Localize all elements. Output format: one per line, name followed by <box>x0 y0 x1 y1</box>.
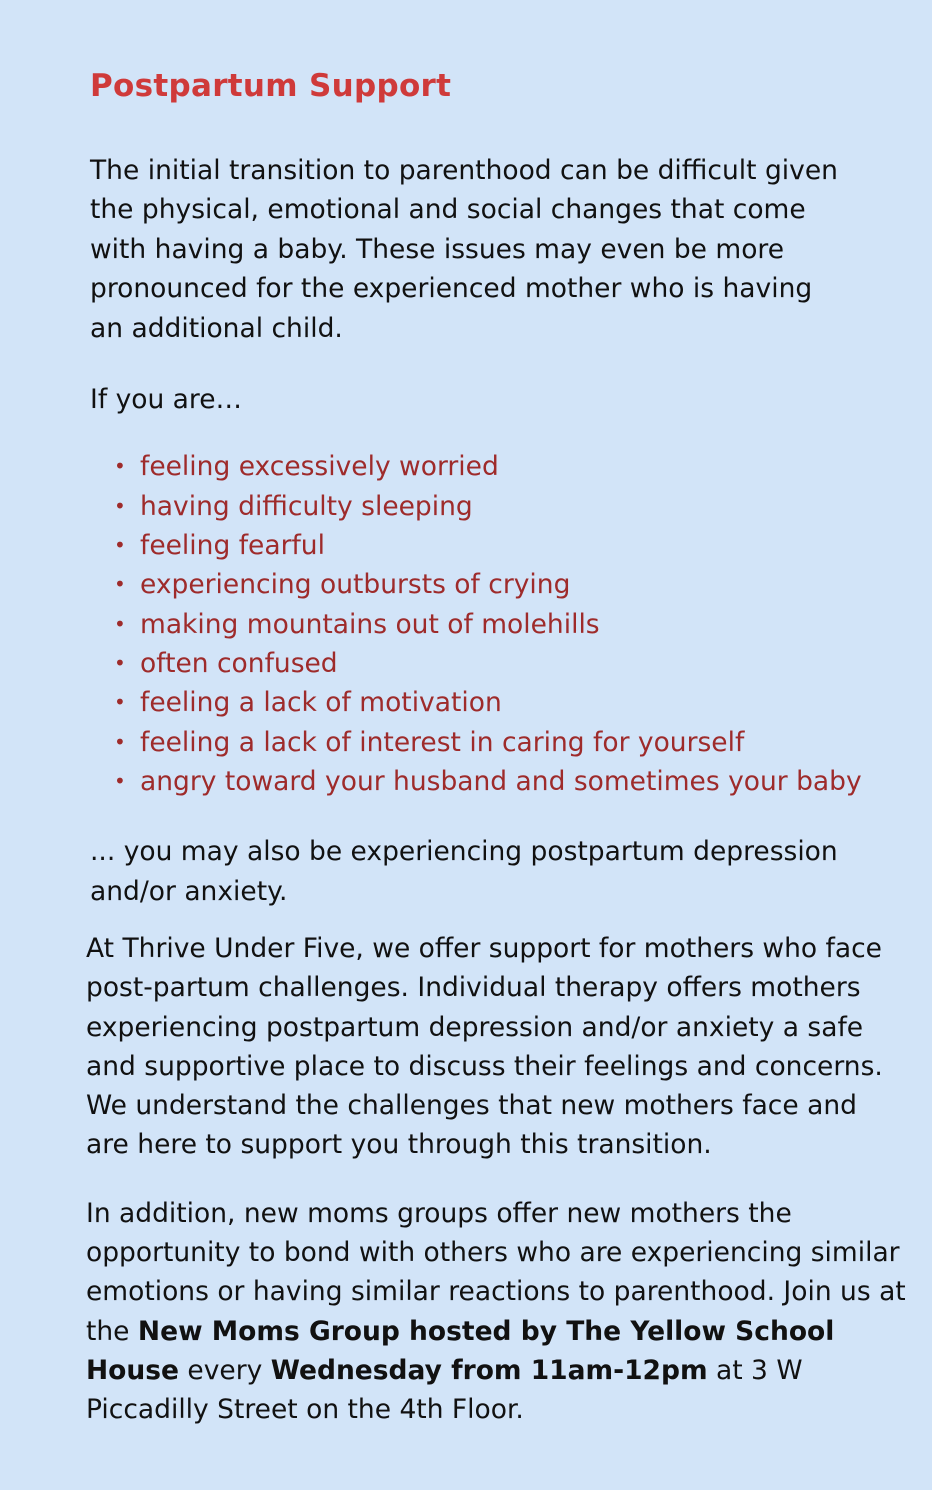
list-item-text: feeling a lack of motivation <box>140 687 502 719</box>
list-item <box>114 487 920 526</box>
list-item <box>114 644 920 683</box>
list-item-text: angry toward your husband and sometimes your baby <box>140 765 862 797</box>
list-item-text: having difficulty sleeping <box>140 490 473 522</box>
bullet-icon: • <box>114 533 126 558</box>
bullet-icon: • <box>114 690 126 715</box>
list-item <box>114 723 920 762</box>
list-item <box>114 565 920 604</box>
conclusion-paragraph: ... you may also be experiencing postpartum depression and/or anxiety. <box>90 836 838 907</box>
list-item <box>114 447 920 486</box>
symptom-list <box>90 447 920 801</box>
main-content <box>90 62 920 911</box>
group-schedule-highlight: Wednesday from 11am-12pm <box>270 1354 708 1386</box>
groups-text-2: every <box>179 1354 271 1386</box>
support-paragraph: At Thrive Under Five, we offer support for mothers who face post-partum challenges. Individual therapy offers mothers experiencing postpartum depression and/or anxiety a safe and supportive place to discuss their feelings and concerns. We understand the challenges that new mothers face and are here to support you through this transition. <box>86 933 883 1161</box>
groups-paragraph <box>86 1194 906 1430</box>
bullet-icon: • <box>114 768 126 793</box>
services-section <box>86 929 906 1430</box>
bullet-icon: • <box>114 729 126 754</box>
page-title: Postpartum Support <box>90 68 452 104</box>
bullet-icon: • <box>114 493 126 518</box>
intro-paragraph: The initial transition to parenthood can be difficult given the physical, emotional and social changes that come with having a baby. These issues may even be more pronounced for the experienced mother who is having an additional child. <box>90 155 838 344</box>
bullet-icon: • <box>114 454 126 479</box>
group-name-highlight: New Moms Group hosted by The Yellow School House <box>86 1315 835 1386</box>
bullet-icon: • <box>114 650 126 675</box>
bullet-icon: • <box>114 572 126 597</box>
list-item-text: experiencing outbursts of crying <box>140 569 571 601</box>
list-item <box>114 762 920 801</box>
bullet-icon: • <box>114 611 126 636</box>
list-item <box>114 683 920 722</box>
list-item-text: often confused <box>140 647 338 679</box>
list-item-text: feeling fearful <box>140 530 325 562</box>
list-item-text: feeling excessively worried <box>140 451 499 483</box>
list-item <box>114 605 920 644</box>
groups-text-1: In addition, new moms groups offer new mothers the opportunity to bond with others who are experiencing similar emotions or having similar reactions to parenthood. Join us at the <box>86 1197 906 1347</box>
list-item <box>114 526 920 565</box>
list-item-text: feeling a lack of interest in caring for yourself <box>140 726 745 758</box>
groups-text-3: at 3 W Piccadilly Street on the 4th Floor. <box>86 1354 803 1426</box>
list-item-text: making mountains out of molehills <box>140 608 600 640</box>
lead-in-text: If you are… <box>90 384 243 416</box>
